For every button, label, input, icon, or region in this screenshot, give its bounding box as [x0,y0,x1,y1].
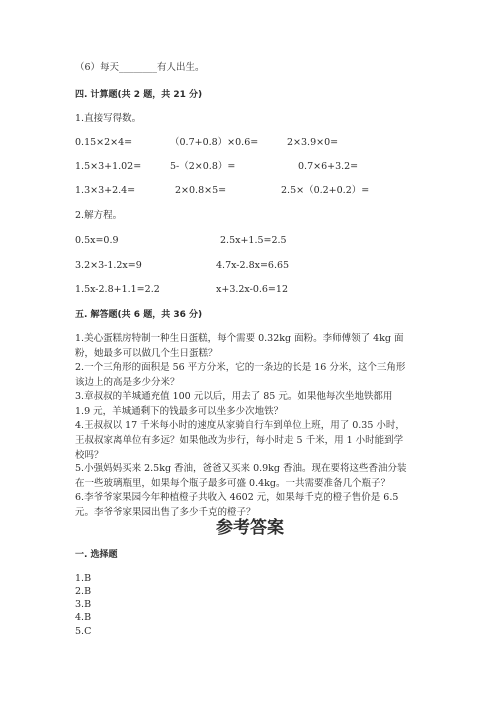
word-problem-4: 4.王叔叔以 17 千米每小时的速度从家骑自行车到单位上班，用了 0.35 小时， 王叔叔家离单位有多远？如果他改为步行，每小时走 5 千米，用 1 小时能到学 校吗？ [75,420,405,461]
calc-item: 0.15×2×4= [75,137,133,148]
equation-item: 0.5x=0.9 [75,235,119,246]
word-problem-1: 1.美心蛋糕房特制一种生日蛋糕，每个需要 0.32kg 面粉。李师傅领了 4kg 面 粉，她最多可以做几个生日蛋糕？ [75,333,404,359]
answer-item: 1.B [75,573,92,584]
calc-item: 2×3.9×0= [287,137,339,148]
equation-item: 4.7x-2.8x=6.65 [216,260,290,271]
word-problem-2: 2.一个三角形的面积是 56 平方分米，它的一条边的长是 16 分米，这个三角形 该边上的高是多少分米？ [75,362,406,388]
answer-section-heading: 一. 选择题 [75,550,118,560]
calc-item: 5-（2×0.8）= [170,161,236,172]
answer-item: 3.B [75,599,92,610]
calc-item: 0.7×6+3.2= [298,161,359,172]
equation-item: 2.5x+1.5=2.5 [220,235,287,246]
calc-item: 2×0.8×5= [175,185,227,196]
fill-blank-question-6: （6）每天________有人出生。 [75,62,205,73]
answer-item: 4.B [75,612,92,623]
equation-item: 1.5x-2.8+1.1=2.2 [75,284,160,295]
word-problem-6: 6.李爷爷家果园今年种植橙子共收入 4602 元，如果每千克的橙子售价是 6.5 元。李爷爷家果园出售了多少千克的橙子？ [75,492,399,518]
calc-item: 2.5×（0.2+0.2）= [281,185,370,196]
answer-item: 5.C [75,626,92,637]
calc-item: 1.3×3+2.4= [75,185,136,196]
answer-item: 2.B [75,586,92,597]
answer-key-title: 参考答案 [216,518,284,538]
section-4-heading: 四. 计算题(共 2 题，共 21 分) [75,90,203,100]
equation-item: x+3.2x-0.6=12 [216,284,288,295]
calc-item: 1.5×3+1.02= [75,161,142,172]
calc-item: （0.7+0.8）×0.6= [170,137,259,148]
word-problem-3: 3.章叔叔的羊城通充值 100 元以后，用去了 85 元。如果他每次坐地铁都用 1.9 元，羊城通剩下的钱最多可以坐多少次地铁？ [75,391,393,417]
calc-q1-title: 1.直接写得数。 [75,113,142,124]
section-5-heading: 五. 解答题(共 6 题，共 36 分) [75,310,203,320]
equation-item: 3.2×3-1.2x=9 [75,260,142,271]
word-problem-5: 5.小强妈妈买来 2.5kg 香油，爸爸又买来 0.9kg 香油。现在要将这些香油分装 在一些玻璃瓶里，如果每个瓶子最多可盛 0.4kg。一共需要准备几个瓶子？ [75,463,407,489]
calc-q2-title: 2.解方程。 [75,210,123,221]
